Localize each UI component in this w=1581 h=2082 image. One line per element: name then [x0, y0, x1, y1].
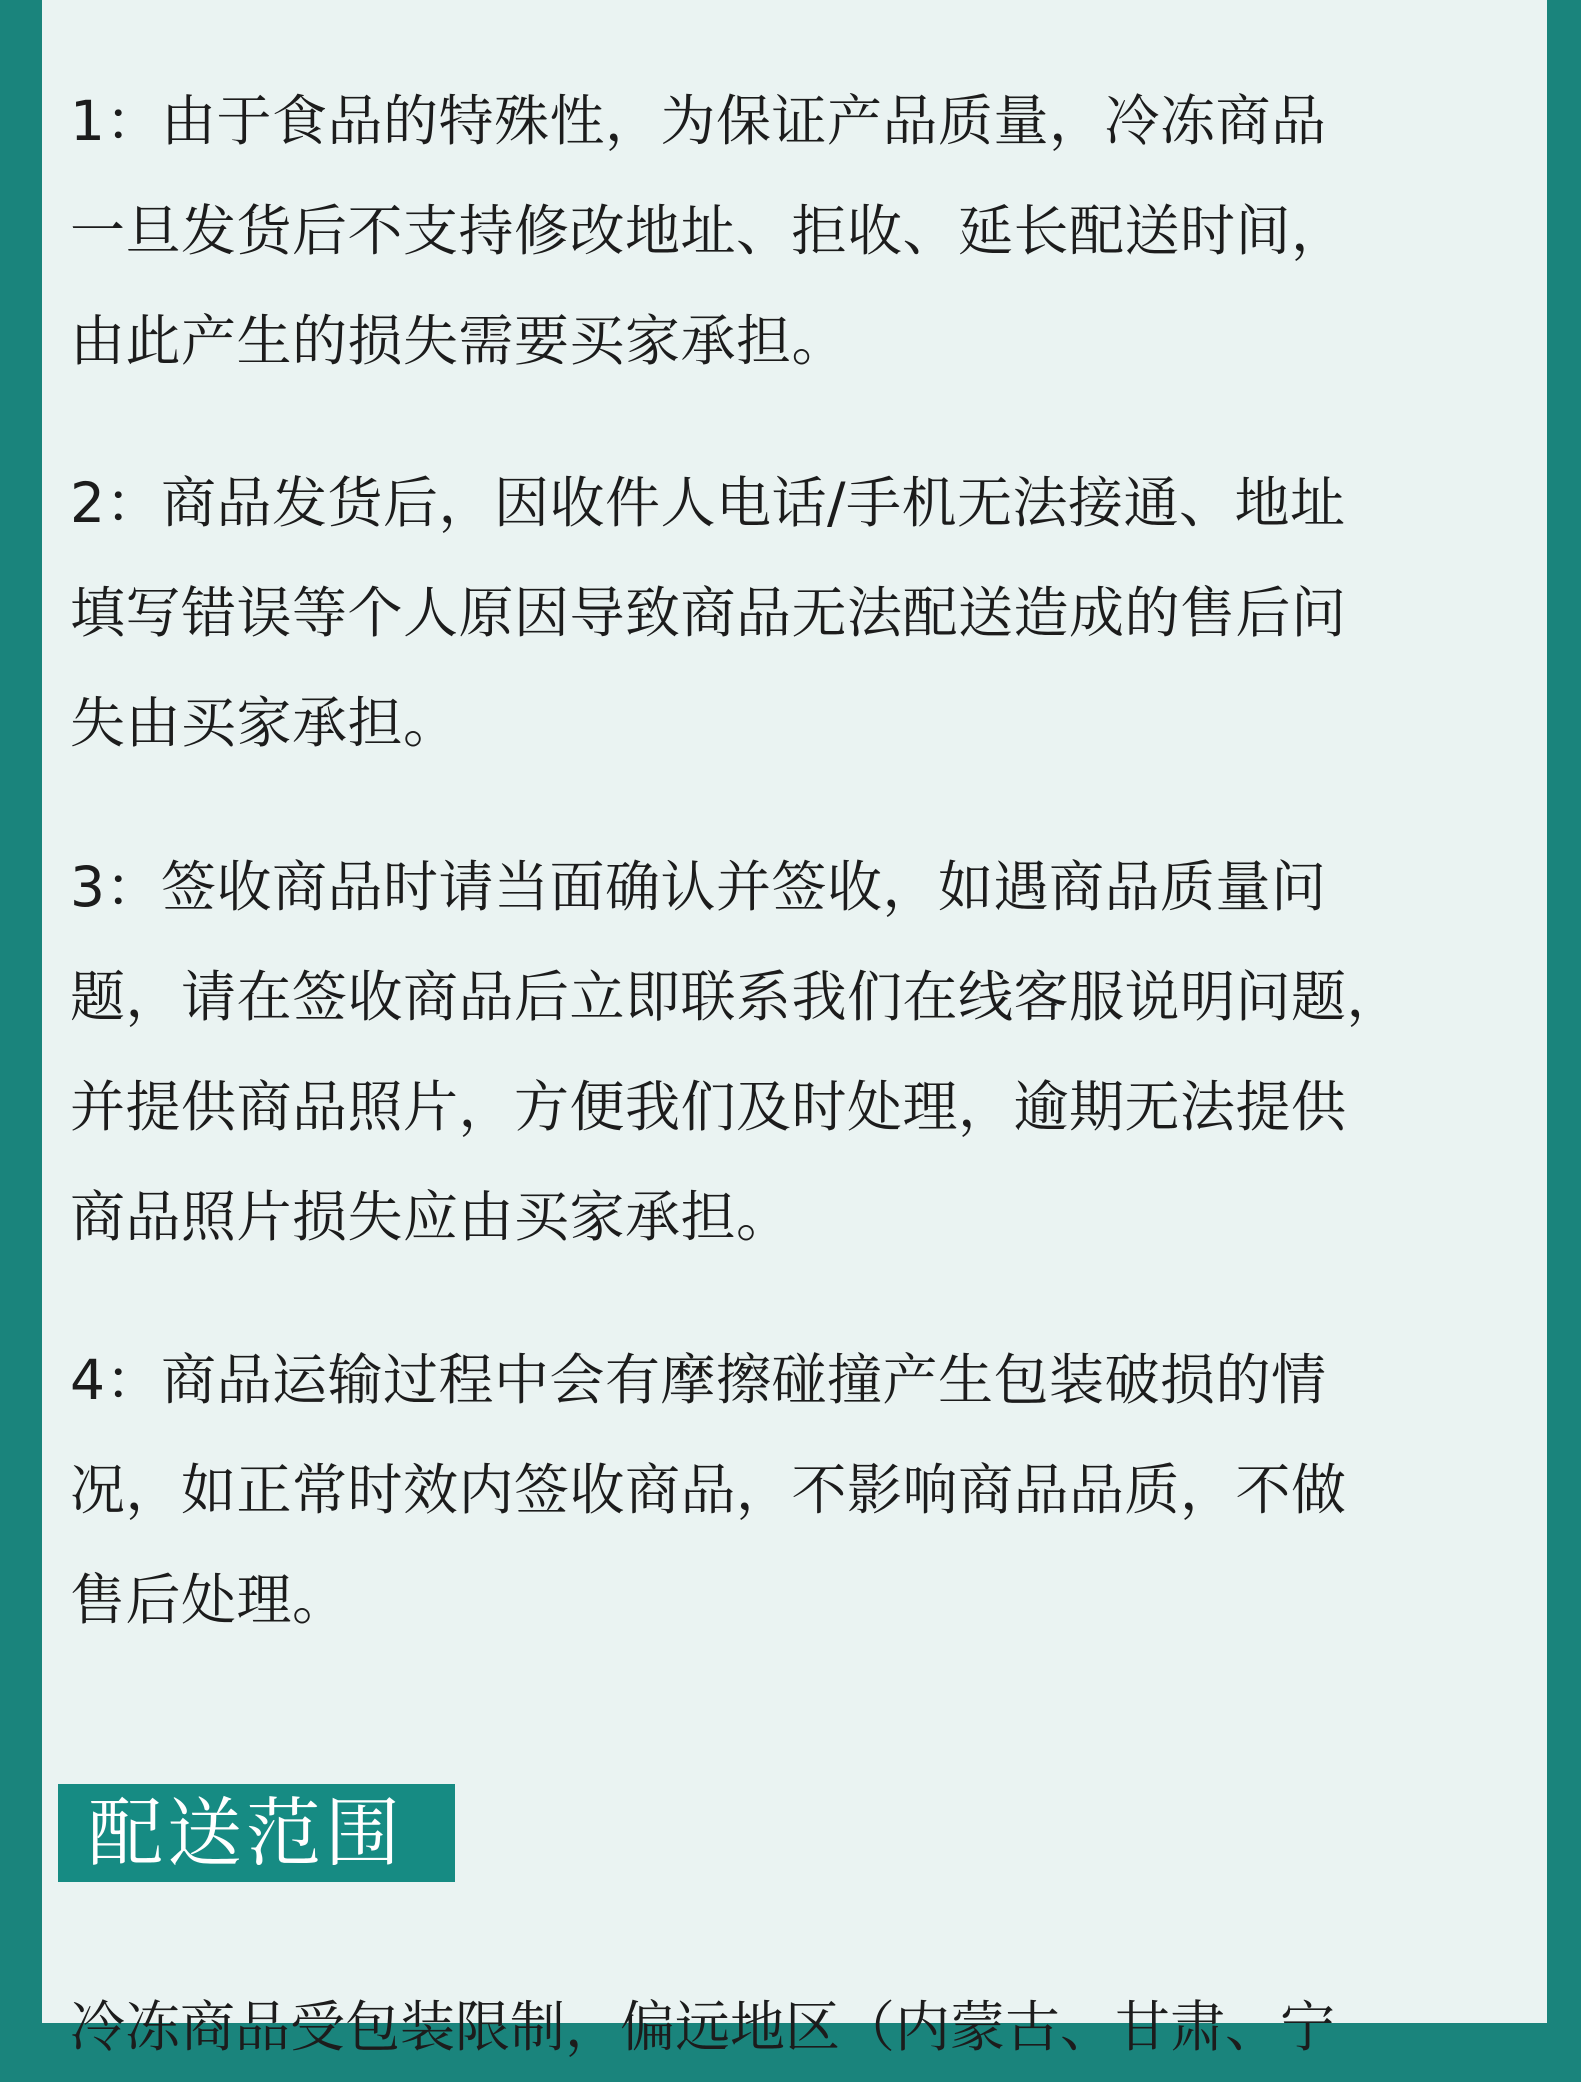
- rule-item-1: [70, 66, 1530, 396]
- section-title-delivery-range: 配送范围: [58, 1784, 455, 1882]
- rule-1-line-2: 一旦发货后不支持修改地址、拒收、延长配送时间，: [70, 199, 1347, 263]
- rule-3-line-3: 并提供商品照片，方便我们及时处理，逾期无法提供: [70, 1075, 1347, 1139]
- rule-1-line-3: 由此产生的损失需要买家承担。: [70, 309, 848, 373]
- rule-3-line-2: 题，请在签收商品后立即联系我们在线客服说明问题，: [70, 965, 1403, 1029]
- rule-1-line-1: 1：由于食品的特殊性，为保证产品质量，冷冻商品: [70, 89, 1327, 153]
- rule-2-line-1: 2：商品发货后，因收件人电话/手机无法接通、地址: [70, 471, 1346, 535]
- rule-4-line-3: 售后处理。: [70, 1568, 348, 1632]
- rule-2-line-2: 填写错误等个人原因导致商品无法配送造成的售后问: [70, 581, 1347, 645]
- rule-3-line-4: 商品照片损失应由买家承担。: [70, 1185, 792, 1249]
- rule-item-3: [70, 832, 1530, 1272]
- section-first-line-partial: 冷冻商品受包装限制，偏远地区（内蒙古、甘肃、宁: [70, 1995, 1336, 2059]
- rule-4-line-1: 4：商品运输过程中会有摩擦碰撞产生包装破损的情: [70, 1348, 1327, 1412]
- rule-item-2: [70, 448, 1530, 778]
- content-page: [42, 0, 1547, 2059]
- rule-item-4: [70, 1325, 1530, 1655]
- rule-2-line-3: 失由买家承担。: [70, 691, 459, 755]
- rule-3-line-1: 3：签收商品时请当面确认并签收，如遇商品质量问: [70, 855, 1327, 919]
- rule-4-line-2: 况，如正常时效内签收商品，不影响商品品质，不做: [70, 1458, 1347, 1522]
